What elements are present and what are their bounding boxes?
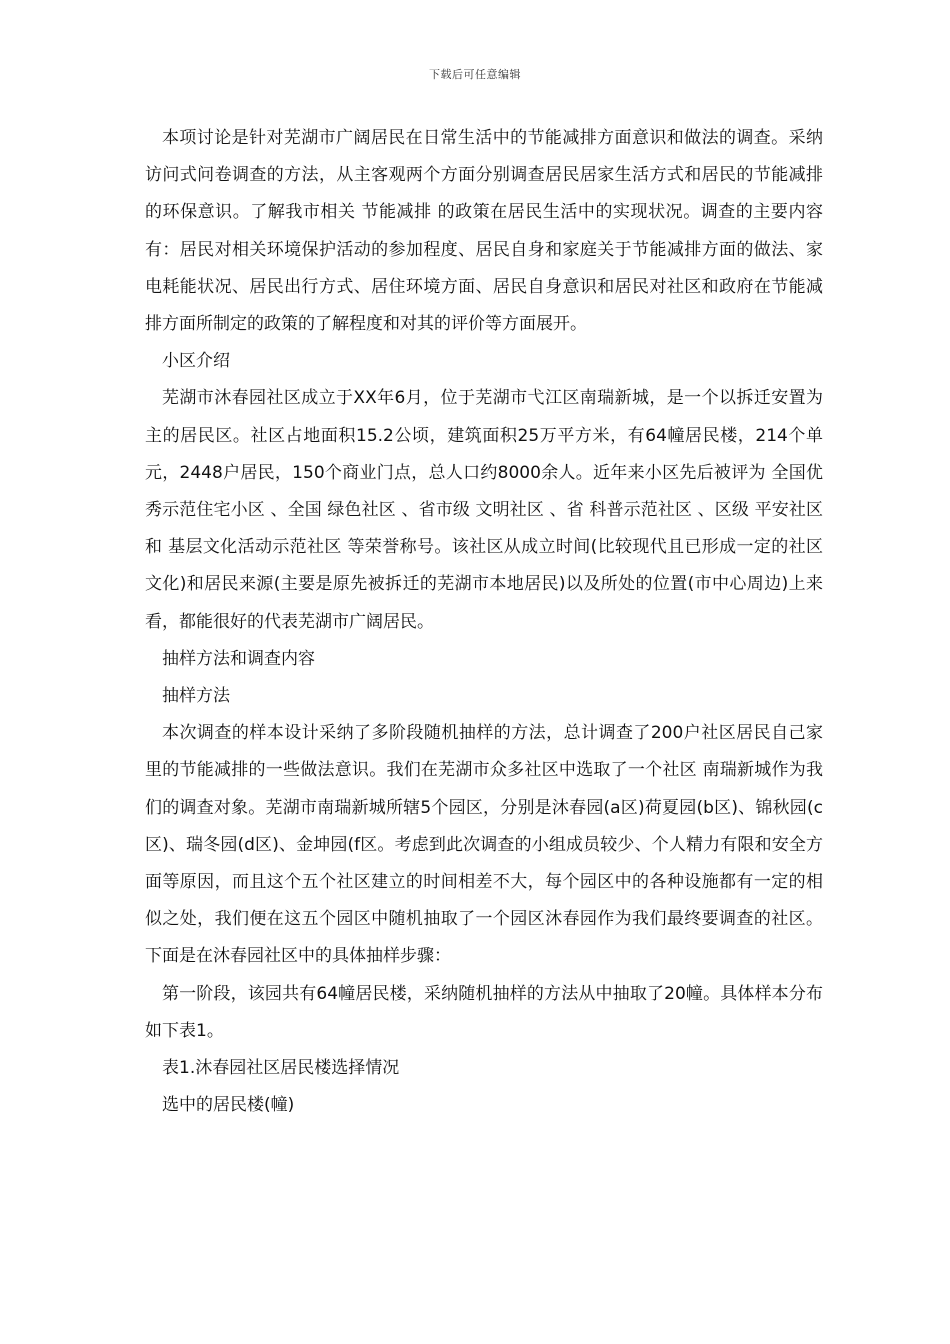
heading-sampling-and-content: 抽样方法和调查内容 xyxy=(162,648,315,669)
paragraph-stage-one: 第一阶段，该园共有64幢居民楼，采纳随机抽样的方法从中抽取了20幢。具体样本分布如下表1。 xyxy=(145,983,823,1041)
heading-sampling-method: 抽样方法 xyxy=(162,686,230,707)
heading-community-intro: 小区介绍 xyxy=(162,351,230,372)
document-body xyxy=(145,120,823,1124)
paragraph-sampling: 本次调查的样本设计采纳了多阶段随机抽样的方法，总计调查了200户社区居民自己家里的节能减排的一些做法意识。我们在芜湖市众多社区中选取了一个社区 南瑞新城作为我们的调查对象。芜湖市南瑞新城所辖5个园区，分别是沐春园(a区)荷夏园(b区)、锦秋园(c区)、瑞冬园(d区)、金坤园(f区。考虑到此次调查的小组成员较少、个人精力有限和安全方面等原因，而且这个五个社区建立的时间相差不大，每个园区中的各种设施都有一定的相似之处，我们便在这五个园区中随机抽取了一个园区沐春园作为我们最终要调查的社区。下面是在沐春园社区中的具体抽样步骤： xyxy=(145,723,823,967)
paragraph-community: 芜湖市沐春园社区成立于XX年6月，位于芜湖市弋江区南瑞新城，是一个以拆迁安置为主的居民区。社区占地面积15.2公顷，建筑面积25万平方米，有64幢居民楼，214个单元，2448户居民，150个商业门点，总人口约8000余人。近年来小区先后被评为 全国优秀示范住宅小区 、全国 绿色社区 、省市级 文明社区 、省 科普示范社区 、区级 平安社区 和 基层文化活动示范社区 等荣誉称号。该社区从成立时间(比较现代且已形成一定的社区文化)和居民来源(主要是原先被拆迁的芜湖市本地居民)以及所处的位置(市中心周边)上来看，都能很好的代表芜湖市广阔居民。 xyxy=(145,388,823,632)
paragraph-intro: 本项讨论是针对芜湖市广阔居民在日常生活中的节能减排方面意识和做法的调查。采纳访问式问卷调查的方法，从主客观两个方面分别调查居民居家生活方式和居民的节能减排的环保意识。了解我市相关 节能减排 的政策在居民生活中的实现状况。调查的主要内容有：居民对相关环境保护活动的参加程度、居民自身和家庭关于节能减排方面的做法、家电耗能状况、居民出行方式、居住环境方面、居民自身意识和居民对社区和政府在节能减排方面所制定的政策的了解程度和对其的评价等方面展开。 xyxy=(145,128,823,335)
page-header: 下载后可任意编辑 xyxy=(429,68,521,81)
table-caption: 表1.沐春园社区居民楼选择情况 xyxy=(162,1058,400,1079)
table-header-selected-buildings: 选中的居民楼(幢) xyxy=(162,1095,295,1116)
